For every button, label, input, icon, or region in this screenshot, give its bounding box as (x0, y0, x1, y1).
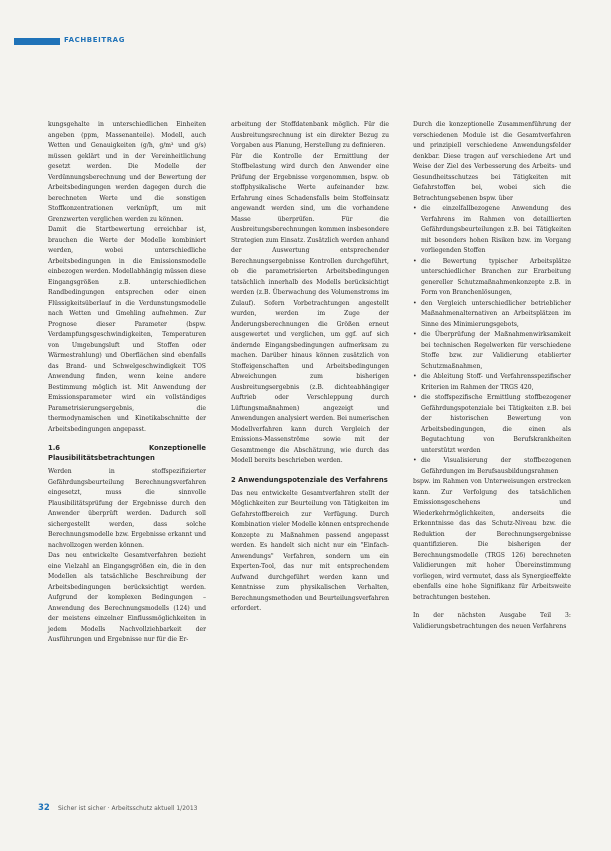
paragraph: Damit die Startbewertung erreichbar ist, brauchen die Werte der Modelle kombiniert werden, wobei unterschiedliche Arbeitsbedingungen in die Emissionsmodelle einbezogen werden. Modellabhängig müssen diese Eingangsgrößen z.B. unterschiedlichen Randbedingungen entsprechen oder einen Flüssigkeitsüberlauf in die Verdunstungsmodelle nach Wetten und Gmehling aufnehmen. Zur Prognose dieser Parameter (bspw. Verdampfungsgeschwindigkeiten, Temperaturen von Umgebungsluft und Stoffen oder Wärmestrahlung) und Oberflächen sind ebenfalls das Brand- und Schwelgeschwindigkeit TOS Anwendung finden, wenn keine andere Bestimmung möglich ist. Mit Anwendung der Emissionsparameter wird ein vollständiges Parametrisierungsergebnis, die thermodynamischen und Kinetikabschnitte der Arbeitsbedingungen angepasst. (48, 226, 206, 433)
text-column-1 (48, 120, 206, 646)
paragraph: Das neu entwickelte Gesamtverfahren stellt der Möglichkeiten zur Beurteilung von Tätigkeiten im Gefahrstoffbereich zur Verfügung. Durch Kombination vieler Modelle können entsprechende Konzepte zu Maßnahmen passend angepasst werden. Es handelt sich nicht nur ein "Einfach-Anwendungs" Verfahren, sondern um ein Experten-Tool, das nur mit entsprechendem Aufwand durchgeführt werden kann und Kenntnisse zum physikalischen Verhalten, Berechnungsmethoden und Beurteilungsverfahren erfordert. (231, 489, 390, 612)
paragraph: kungsgehalte in unterschiedlichen Einheiten angeben (ppm, Massenanteile). Modell, auch Wetten und Genauigkeiten (g/h, g/m³ und g/s) müssen geklärt und in der Vereinheitlichung gesetzt werden. Die Modelle der Verdünnungsberechnung und der Bewertung der Arbeitsbedingungen werden dagegen durch die berechneten Werte und die sonstigen Stoffkonzentrationen verknüpft, um mit Grenzwerten verglichen werden zu können. (48, 121, 206, 223)
paragraph: arbeitung der Stoffdatenbank möglich. Für die Ausbreitungsrechnung ist ein direkter Bezug zu Vorgaben aus Planung, Herstellung zu definieren. (231, 121, 389, 149)
list-item: • den Vergleich unterschiedlicher betrieblicher Maßnahmenalternativen an Arbeitsplätzen im Sinne des Minimierungsgebots, (413, 299, 571, 331)
section-label: FACHBEITRAG (64, 36, 126, 44)
paragraph: Werden in stoffspezifizierter Gefährdungsbeurteilung Berechnungsverfahren eingesetzt, muss die sinnvolle Plausibilitätsprüfung der Ergebnisse durch den Anwender überprüft werden. Dadurch soll sichergestellt werden, dass solche Berechnungsmodelle bzw. Ergebnisse erkannt und nachvollzogen werden können. (48, 468, 206, 549)
paragraph: Für die Kontrolle der Ermittlung der Stoffbelastung wird durch den Anwender eine Prüfung der Ergebnisse vorgenommen, bspw. ob stoffphysikalische Werte aufeinander bzw. Erfahrung eines Schadensfalls beim Stoffeinsatz angewandt werden sind, um die vorhandene Masse überprüfen. Für die Ausbreitungsberechnungen kommen insbesondere Strategien zum Einsatz. Zusätzlich werden anhand der Auswertung entsprechender Berechnungsergebnisse Kontrollen durchgeführt, ob die parametrisierten Arbeitsbedingungen tatsächlich innerhalb des Modells berücksichtigt werden (z.B. Überwachung des Volumenstroms im Zulauf). Sofern Vorbetrachtungen angestellt wurden, werden im Zuge der Änderungsberechnungen die Größen erneut ausgewertet und verglichen, um ggf. auf sich ändernde Eingangsbedingungen aufmerksam zu machen. Darüber hinaus können zusätzlich von Stoffeigenschaften und Arbeitsbedingungen Abweichungen zum bisherigen Ausbreitungsergebnis (z.B. dichteabhängiger Auftrieb oder Verschleppung durch Lüftungsmaßnahmen) angezeigt und Anwendungen analysiert werden. Bei numerischen Modellverfahren kann durch Vergleich der Emissions-Massenströme sowie mit der Gesamtmenge die Abschätzung, wie durch das Modell bereits beschrieben werden. (231, 152, 389, 464)
bullet-list (413, 204, 571, 477)
paragraph: Das neu entwickelte Gesamtverfahren bezieht eine Vielzahl an Eingangsgrößen ein, die in den Modellen als tatsächliche Beschreibung der Arbeitsbedingungen berücksichtigt werden. Aufgrund der komplexen Bedingungen – Anwendung des Berechnungsmodells (124) und der meistens einzelner Einflussmöglichkeiten in jedem Modells Nachvollziehbarkeit der Ausführungen und Ergebnisse nur für die Er- (48, 552, 206, 643)
section-heading: 2 Anwendungspotenziale des Verfahrens (231, 475, 388, 484)
list-item: • die stoffspezifische Ermittlung stoffbezogener Gefährdungspotenziale bei Tätigkeiten z.B. bei der historischen Bewertung von Arbeitsbedingungen, die einen als Begutachtung von Berufskrankheiten unterstützt werden (413, 393, 571, 456)
text-column-2 (231, 120, 389, 615)
page-number: 32 (38, 803, 50, 813)
section-color-bar (14, 38, 60, 45)
footer-source: Sicher ist sicher · Arbeitsschutz aktuell 1/2013 (58, 805, 198, 812)
section-heading: 1.6 Konzeptionelle Plausibilitätsbetrachtungen (48, 444, 206, 462)
paragraph-next-issue: In der nächsten Ausgabe Teil 3: Validierungsbetrachtungen des neuen Verfahrens (413, 612, 571, 630)
paragraph: bspw. im Rahmen von Unterweisungen erstrecken kann. Zur Verfolgung des tatsächlichen Emissionsgeschehens und Wiederkehrmöglichkeiten, anderseits die Erkenntnisse das das Schutz-Niveau bzw. die Reduktion der Berechnungsergebnisse quantifizieren. Die bisherigen der Berechnungsmodelle (TRGS 126) berechneten Validierungen mit hoher Übereinstimmung vorliegen, wird vermutet, dass als Synergieeffekte ebenfalls eine hohe Signifikanz für Arbeitsweite betrachtungen bestehen. (413, 478, 571, 601)
list-item: • die Überprüfung der Maßnahmenwirksamkeit bei technischen Regelwerken für verschiedene Stoffe bzw. zur Validierung etablierter Schutzmaßnahmen, (413, 330, 571, 372)
list-item: • die Visualisierung der stoffbezogenen Gefährdungen im Berufsausbildungsrahmen (413, 456, 571, 477)
paragraph: Durch die konzeptionelle Zusammenführung der verschiedenen Module ist die Gesamtverfahren und prinzipiell verschiedene Anwendungsfelder denkbar. Diese tragen auf verschiedene Art und Weise der Ziel des Verbesserung des Arbeits- und Gesundheitsschutzes bei Tätigkeiten mit Gefahrstoffen bei, wobei sich die Betrachtungsebenen bspw. über (413, 121, 571, 202)
text-column-3 (413, 120, 571, 632)
list-item: • die Ableitung Stoff- und Verfahrensspezifischer Kriterien im Rahmen der TRGS 420, (413, 372, 571, 393)
list-item: • die einzelfallbezogene Anwendung des Verfahrens im Rahmen von detaillierten Gefährdungsbeurteilungen z.B. bei Tätigkeiten mit besonders hohen Risiken bzw. im Vorgang vorliegenden Stoffen (413, 204, 571, 257)
list-item: • die Bewertung typischer Arbeitsplätze unterschiedlicher Branchen zur Erarbeitung genereller Schutzmaßnahmenkonzepte z.B. in Form von Branchenlösungen, (413, 257, 571, 299)
